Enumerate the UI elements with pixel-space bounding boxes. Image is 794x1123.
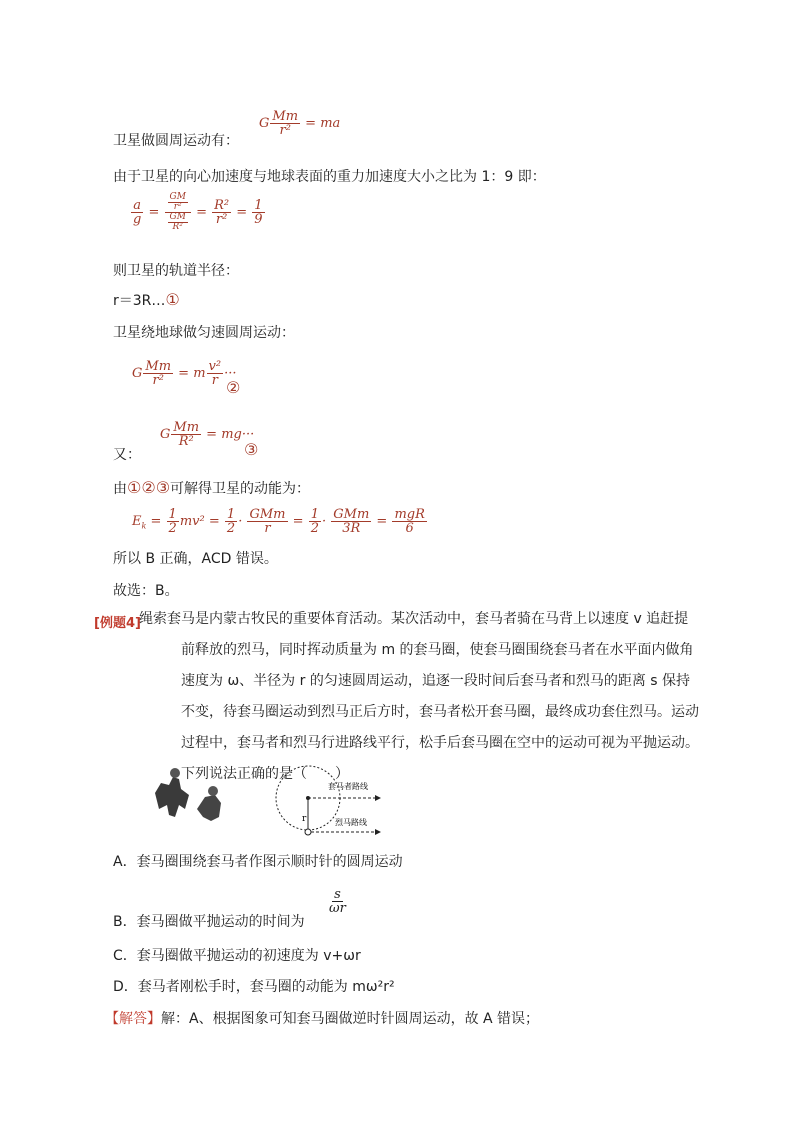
horse-path-label: 烈马路线 [335, 818, 367, 827]
equation-gravity: G $\frac{Mm}{\text{R²}}$ = mg··· [160, 420, 255, 449]
equation-kinetic-energy: $E_k$ = $\frac{1}{2}$ mv² = $\frac{1}{2}$ · $\frac{\text{GMm}}{r}$ = $\frac{1}{2}$ · $\frac{\text{GMm}}{3R}$ = $\frac{\text{mgR}}{6}$ [132, 507, 425, 536]
equation-ratio: $\frac{a}{g}$ = $\frac{\frac{GM}{\text{r²}}}{\frac{GM}{\text{R²}}}$ = $\frac{\text{R²}}{\text{r²}}$ = $\frac{1}{9}$ [133, 192, 263, 232]
circled-number: ③ [244, 440, 259, 459]
equation-circular-motion: G $\frac{Mm}{\text{r²}}$ = ma [259, 109, 341, 138]
option-b-fraction: $\frac{s}{\omega r}$ [329, 887, 346, 916]
text-line: 又： [113, 447, 141, 463]
circled-number: ② [226, 378, 241, 397]
option-a: A．套马圈围绕套马者作图示顺时针的圆周运动 [113, 854, 403, 870]
text-line: 所以 B 正确，ACD 错误。 [113, 551, 278, 567]
rider-horse-image [155, 768, 221, 821]
text-line: 卫星绕地球做匀速圆周运动： [113, 325, 295, 341]
rider-path-label: 套马者路线 [328, 782, 368, 791]
option-b: B．套马圈做平抛运动的时间为 [113, 914, 305, 930]
text-line: 由于卫星的向心加速度与地球表面的重力加速度大小之比为 1：9 即： [113, 169, 546, 185]
text-line: r＝3R…① [113, 290, 180, 309]
example-question: 绳索套马是内蒙古牧民的重要体育活动。某次活动中，套马者骑在马背上以速度 v 追赶提前释放的烈马，同时挥动质量为 m 的套马圈，使套马圈围绕套马者在水平面内做角速度为 ω、半径为 r 的匀速圆周运动，追逐一段时间后套马者和烈马的距离 s 保持不变，待套马圈运动到烈马正后方时，套马者松开套马圈，最终成功套住烈马。运动过程中，套马者和烈马行进路线平行，松手后套马圈在空中的运动可视为平抛运动。下列说法正确的是（ ） [139, 611, 699, 782]
option-d: D．套马者刚松手时，套马圈的动能为 mω²r² [113, 979, 395, 995]
equation-orbit: G $\frac{Mm}{\text{r²}}$ = m $\frac{\text{v²}}{r}$ ··· [132, 359, 237, 388]
radius-label: r [302, 814, 307, 824]
answer-line: 【解答】解：A、根据图象可知套马圈做逆时针圆周运动，故 A 错误； [105, 1011, 540, 1027]
text-line: 由①②③可解得卫星的动能为： [113, 478, 311, 497]
lasso-diagram [145, 765, 405, 840]
circled-number: ① [165, 290, 180, 309]
text-line: 故选：B。 [113, 583, 179, 599]
option-c: C．套马圈做平抛运动的初速度为 v+ωr [113, 948, 361, 964]
text-line: 卫星做圆周运动有： [113, 133, 239, 149]
text-line: 则卫星的轨道半径： [113, 263, 239, 279]
example-tag: [例题4] [94, 616, 141, 631]
